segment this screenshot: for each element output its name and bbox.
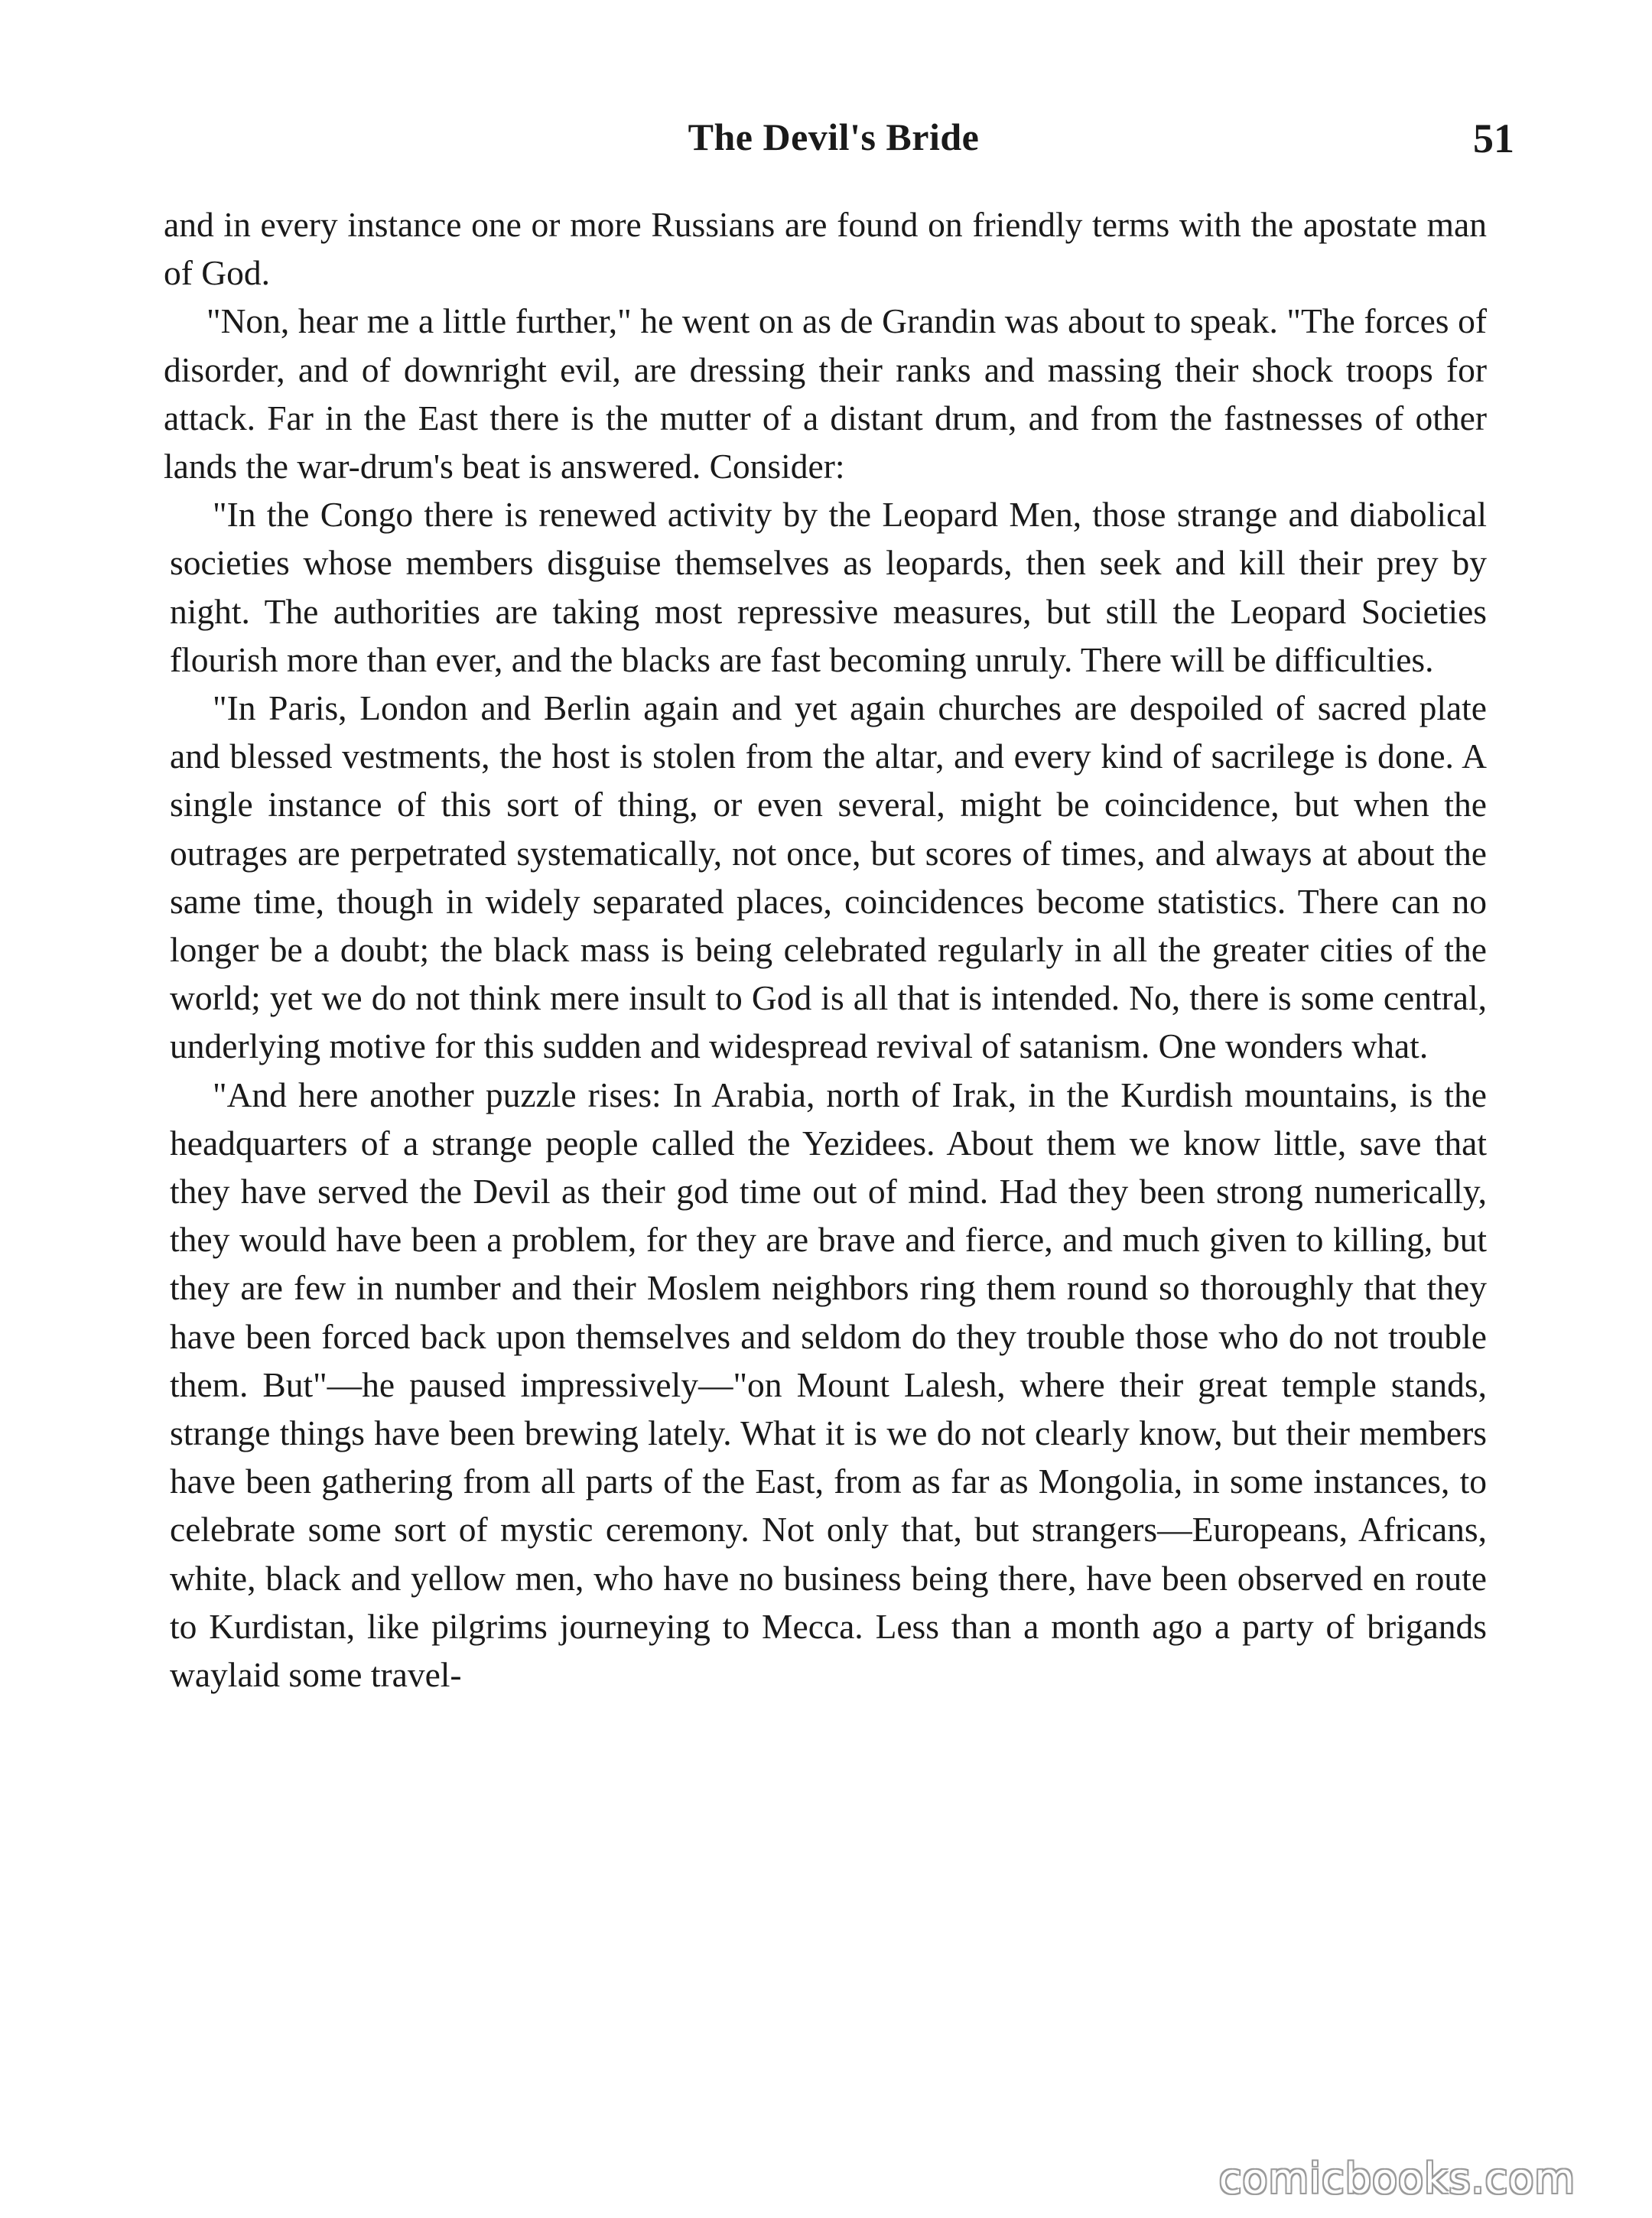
body-text (164, 200, 1487, 1699)
page-number: 51 (1473, 115, 1514, 161)
watermark-logo: comicbooks.com (1218, 2155, 1576, 2203)
paragraph-arabia: "And here another puzzle rises: In Arabia, north of Irak, in the Kurdish mountains, is the headquarters of a strange people called the Yezidees. About them we know little, save that they have served the Devil as their god time out of mind. Had they been strong numerically, they would have been a problem, for they are brave and fierce, and much given to killing, but they are few in number and their Moslem neighbors ring them round so thoroughly that they have been forced back upon themselves and seldom do they trouble those who do not trouble them. But"—he paused impressively—"on Mount Lalesh, where their great temple stands, strange things have been brewing lately. What it is we do not clearly know, but their members have been gathering from all parts of the East, from as far as Mongolia, in some instances, to celebrate some sort of mystic ceremony. Not only that, but strangers—Europeans, Africans, white, black and yellow men, who have no business being there, have been observed en route to Kurdistan, like pilgrims journeying to Mecca. Less than a month ago a party of brigands waylaid some travel- (170, 1075, 1487, 1695)
running-title: The Devil's Bride (688, 115, 980, 158)
paragraph-paris: "In Paris, London and Berlin again and yet again churches are despoiled of sacred plate and blessed vestments, the host is stolen from the altar, and every kind of sacrilege is done. A single instance of this sort of thing, or even several, might be coincidence, but when the outrages are perpetrated systematically, not once, but scores of times, and always at about the same time, though in widely separated places, coincidences become statistics. There can no longer be a doubt; the black mass is being celebrated regularly in all the greater cities of the world; yet we do not think mere insult to God is all that is intended. No, there is some central, underlying motive for this sudden and widespread revival of satanism. One wonders what. (170, 688, 1487, 1066)
paragraph-non-hear-me: "Non, hear me a little further," he went on as de Grandin was about to speak. "The forces of disorder, and of downright evil, are dressing their ranks and massing their shock troops for attack. Far in the East there is the mutter of a distant drum, and from the fastnesses of other lands the war-drum's beat is answered. Consider: (164, 301, 1487, 486)
running-head (153, 115, 1514, 168)
paragraph-congo: "In the Congo there is renewed activity by the Leopard Men, those strange and diabolical societies whose members disguise themselves as leopards, then seek and kill their prey by night. The authorities are taking most repressive measures, but still the Leopard Societies flourish more than ever, and the blacks are fast becoming unruly. There will be difficulties. (170, 495, 1487, 679)
paragraph-continuation: and in every instance one or more Russians are found on friendly terms with the apostate man of God. (164, 205, 1487, 293)
